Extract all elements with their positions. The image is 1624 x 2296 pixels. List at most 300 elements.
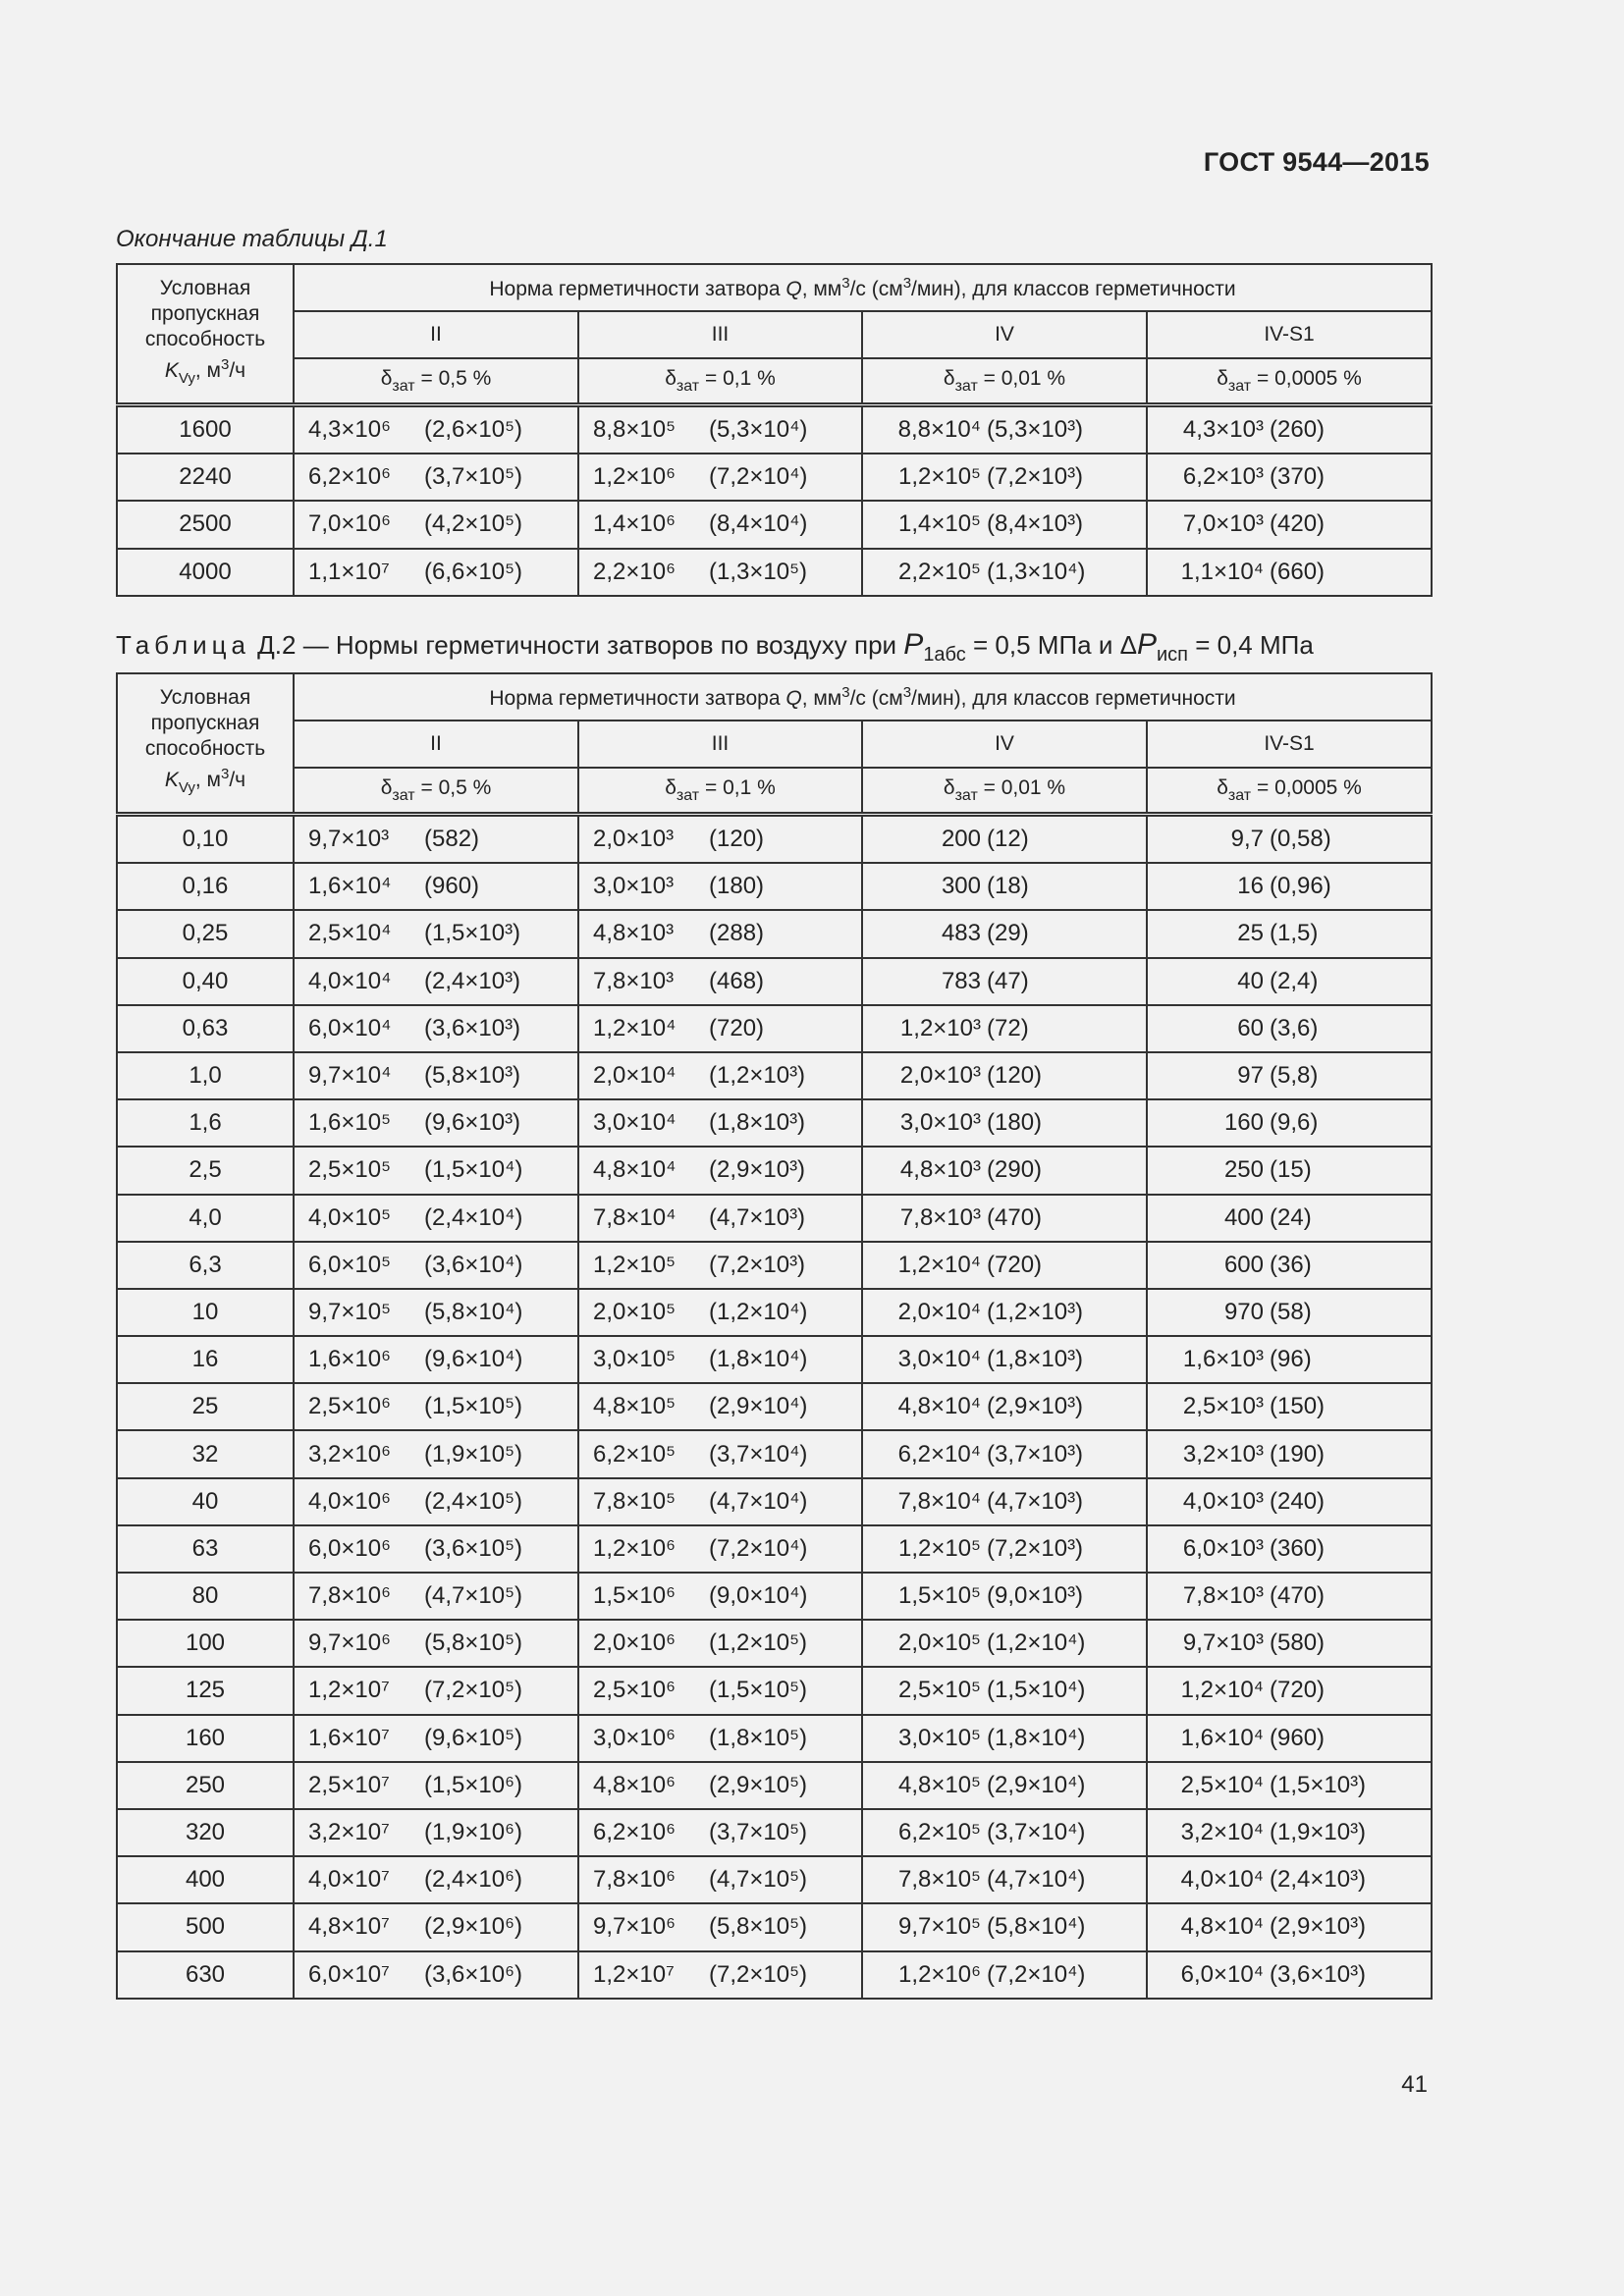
stub-header-unit: $K_{Vy}$, $м^3/ч$ [164,356,246,387]
table-row [117,405,1432,454]
leakage-value-mm3s: 1,2×10⁴ [1180,1677,1264,1704]
leakage-value-mm3s: 160 [1223,1109,1264,1137]
leakage-value-cm3min: (1,5×10⁴) [424,1156,523,1184]
leakage-cell [578,1195,862,1242]
leakage-value-mm3s: 6,2×10⁵ [593,1440,677,1468]
leakage-value-mm3s: 3,0×10⁴ [593,1109,677,1137]
leakage-value-mm3s: 1,6×10⁴ [1180,1724,1264,1751]
leakage-value-cm3min: (1,3×10⁴) [987,558,1086,585]
leakage-value-cm3min: (4,2×10⁵) [424,510,523,538]
leakage-value-cm3min: (4,7×10⁴) [709,1487,808,1515]
table-row [117,1289,1432,1336]
leakage-value-mm3s: 7,8×10³ [1182,1582,1264,1610]
leakage-value-mm3s: 4,8×10⁴ [1180,1913,1264,1941]
leakage-cell [862,1951,1147,1999]
delta-header: $\delta_{зат} = 0,01$ % [862,358,1147,405]
leakage-cell [1147,1147,1432,1194]
leakage-cell [578,501,862,548]
leakage-value-mm3s: 4,8×10⁴ [897,1393,981,1420]
stub-header-line: Условная [159,277,251,299]
leakage-cell [294,1336,578,1383]
leakage-value-cm3min: (9,0×10⁴) [709,1582,808,1610]
delta-header: $\delta_{зат} = 0,5$ % [294,768,578,815]
leakage-value-cm3min: (7,2×10⁴) [987,1960,1086,1988]
leakage-value-cm3min: (470) [1270,1582,1326,1610]
table-row [117,1147,1432,1194]
table-row [117,1242,1432,1289]
leakage-cell [862,1715,1147,1762]
leakage-value-cm3min: (1,9×10³) [1270,1819,1367,1846]
stub-header-line: Условная [159,686,251,709]
leakage-value-mm3s: 2,5×10³ [1182,1393,1264,1420]
leakage-table-d2 [116,672,1433,2000]
leakage-value-cm3min: (1,3×10⁵) [709,558,808,585]
capacity-cell: 100 [117,1620,294,1667]
leakage-value-cm3min: (0,58) [1270,826,1331,853]
delta-header: $\delta_{зат} = 0,0005$ % [1147,768,1432,815]
leakage-value-mm3s: 9,7 [1230,826,1264,853]
table1-caption: Окончание таблицы Д.1 [116,226,388,252]
leakage-value-mm3s: 1,1×10⁴ [1180,558,1264,585]
table-row [117,815,1432,864]
leakage-cell [294,501,578,548]
leakage-value-mm3s: 4,8×10⁵ [593,1393,677,1420]
leakage-cell [862,454,1147,501]
leakage-value-mm3s: 1,4×10⁶ [593,510,676,538]
leakage-cell [862,1478,1147,1525]
leakage-cell [862,1525,1147,1573]
leakage-cell [294,863,578,910]
leakage-value-mm3s: 7,8×10³ [593,967,675,994]
leakage-value-mm3s: 3,0×10⁵ [593,1346,677,1373]
leakage-value-mm3s: 4,8×10³ [593,920,675,947]
leakage-value-cm3min: (1,5×10⁵) [709,1677,808,1704]
leakage-value-cm3min: (1,5×10⁶) [424,1771,522,1798]
leakage-value-cm3min: (2,4×10⁴) [424,1203,523,1231]
leakage-value-mm3s: 1,6×10⁵ [308,1109,392,1137]
leakage-value-mm3s: 1,6×10⁴ [308,873,392,900]
leakage-cell [1147,1478,1432,1525]
leakage-cell [862,1809,1147,1856]
leakage-cell [1147,1336,1432,1383]
leakage-value-mm3s: 16 [1237,873,1264,900]
leakage-value-cm3min: (7,2×10³) [987,1534,1084,1562]
leakage-cell [1147,1951,1432,1999]
leakage-cell [1147,1620,1432,1667]
leakage-value-cm3min: (1,5) [1270,920,1319,947]
leakage-value-cm3min: (3,7×10³) [987,1440,1084,1468]
leakage-value-cm3min: (1,2×10⁴) [709,1298,808,1325]
table-row [117,1336,1432,1383]
leakage-value-cm3min: (3,7×10⁵) [709,1819,808,1846]
leakage-value-cm3min: (288) [709,920,765,947]
leakage-value-cm3min: (4,7×10³) [709,1203,806,1231]
leakage-value-cm3min: (1,8×10³) [709,1109,806,1137]
table-row [117,1573,1432,1620]
leakage-cell [862,1667,1147,1714]
leakage-value-mm3s: 3,2×10⁷ [308,1819,390,1846]
leakage-value-mm3s: 4,0×10³ [1182,1487,1264,1515]
table-row [117,1099,1432,1147]
leakage-value-cm3min: (468) [709,967,765,994]
leakage-cell [578,1430,862,1477]
leakage-cell [1147,501,1432,548]
leakage-value-cm3min: (12) [987,826,1029,853]
leakage-value-cm3min: (2,4) [1270,967,1319,994]
capacity-cell: 1,0 [117,1052,294,1099]
leakage-cell [294,958,578,1005]
leakage-value-cm3min: (4,7×10³) [987,1487,1084,1515]
leakage-value-cm3min: (582) [424,826,480,853]
capacity-cell: 4000 [117,549,294,596]
leakage-value-mm3s: 6,0×10⁴ [1180,1960,1264,1988]
leakage-cell [578,1478,862,1525]
table-row [117,958,1432,1005]
leakage-cell [862,1005,1147,1052]
leakage-value-mm3s: 783 [941,967,981,994]
document-code: ГОСТ 9544—2015 [1203,147,1430,177]
leakage-cell [1147,1005,1432,1052]
delta-header: $\delta_{зат} = 0,5$ % [294,358,578,405]
table-row [117,910,1432,957]
leakage-value-cm3min: (2,4×10³) [1270,1866,1367,1894]
leakage-cell [1147,1667,1432,1714]
table2-caption: Таблица Д.2 — Нормы герметичности затворов по воздуху при $P_{1абс} = 0,5$ МПа и $\Delta P_{исп} = 0,4$ МПа [116,628,1314,666]
leakage-value-cm3min: (180) [987,1109,1043,1137]
leakage-value-mm3s: 1,2×10⁷ [308,1677,390,1704]
leakage-cell [578,1383,862,1430]
class-header: II [294,311,578,358]
leakage-value-cm3min: (58) [1270,1298,1312,1325]
leakage-value-cm3min: (8,4×10⁴) [709,510,808,538]
leakage-value-cm3min: (7,2×10⁵) [424,1677,523,1704]
leakage-value-mm3s: 2,0×10⁴ [593,1062,677,1090]
leakage-value-cm3min: (2,4×10⁵) [424,1487,523,1515]
leakage-value-cm3min: (260) [1270,416,1326,444]
leakage-value-cm3min: (5,8×10⁵) [709,1913,808,1941]
leakage-value-mm3s: 7,0×10⁶ [308,510,391,538]
leakage-value-mm3s: 4,0×10⁶ [308,1487,391,1515]
leakage-value-mm3s: 9,7×10⁵ [897,1913,981,1941]
leakage-value-mm3s: 1,2×10⁷ [593,1960,675,1988]
capacity-cell: 2500 [117,501,294,548]
leakage-value-mm3s: 6,0×10⁵ [308,1251,392,1278]
leakage-cell [1147,1903,1432,1950]
leakage-value-mm3s: 300 [941,873,981,900]
delta-header: $\delta_{зат} = 0,1$ % [578,358,862,405]
leakage-value-mm3s: 2,0×10⁴ [897,1298,981,1325]
leakage-cell [1147,1430,1432,1477]
leakage-value-cm3min: (150) [1270,1393,1326,1420]
leakage-cell [862,1336,1147,1383]
table-row [117,1762,1432,1809]
leakage-value-cm3min: (1,9×10⁶) [424,1819,522,1846]
leakage-cell [862,815,1147,864]
leakage-value-mm3s: 6,0×10³ [1182,1534,1264,1562]
leakage-cell [1147,1289,1432,1336]
leakage-value-cm3min: (180) [709,873,765,900]
leakage-value-mm3s: 1,2×10⁵ [897,463,981,491]
leakage-cell [578,1052,862,1099]
class-header: III [578,311,862,358]
leakage-value-mm3s: 25 [1237,920,1264,947]
capacity-cell: 400 [117,1856,294,1903]
leakage-value-mm3s: 3,2×10⁴ [1180,1819,1264,1846]
leakage-cell [862,863,1147,910]
leakage-value-mm3s: 4,8×10⁶ [593,1771,676,1798]
leakage-value-cm3min: (240) [1270,1487,1326,1515]
leakage-value-mm3s: 7,8×10⁵ [897,1866,981,1894]
leakage-cell [1147,1383,1432,1430]
leakage-value-mm3s: 2,2×10⁶ [593,558,676,585]
leakage-value-cm3min: (2,9×10³) [987,1393,1084,1420]
leakage-value-mm3s: 1,2×10⁵ [897,1534,981,1562]
leakage-value-mm3s: 1,2×10⁶ [593,1534,676,1562]
leakage-cell [294,910,578,957]
leakage-value-mm3s: 6,0×10⁴ [308,1014,392,1041]
leakage-value-cm3min: (9,6×10³) [424,1109,521,1137]
leakage-cell [294,1052,578,1099]
leakage-value-cm3min: (4,7×10⁵) [709,1866,808,1894]
leakage-cell [862,1903,1147,1950]
leakage-value-mm3s: 2,5×10⁵ [897,1677,981,1704]
leakage-value-mm3s: 9,7×10³ [1182,1629,1264,1657]
leakage-value-mm3s: 4,8×10³ [899,1156,981,1184]
stub-header-line: способность [144,737,266,760]
stub-header-line: пропускная [150,302,260,325]
leakage-value-cm3min: (960) [1270,1724,1326,1751]
leakage-value-cm3min: (5,3×10³) [987,416,1084,444]
leakage-value-cm3min: (1,5×10³) [424,920,521,947]
table-row [117,1903,1432,1950]
capacity-cell: 125 [117,1667,294,1714]
leakage-cell [294,1195,578,1242]
leakage-cell [1147,1195,1432,1242]
leakage-cell [1147,1242,1432,1289]
norm-header: Норма герметичности затвора Q, $мм^3/с$ $(см^3/мин)$, для классов герметичности [294,264,1432,311]
leakage-value-mm3s: 1,4×10⁵ [897,510,981,538]
leakage-value-mm3s: 600 [1223,1251,1264,1278]
leakage-value-mm3s: 3,0×10³ [899,1109,981,1137]
leakage-value-mm3s: 6,0×10⁷ [308,1960,390,1988]
leakage-table-d1-end [116,263,1433,597]
leakage-value-mm3s: 7,8×10⁴ [897,1487,981,1515]
leakage-cell [862,1573,1147,1620]
leakage-value-cm3min: (7,2×10⁴) [709,1534,808,1562]
leakage-value-mm3s: 8,8×10⁴ [897,416,981,444]
leakage-value-mm3s: 2,5×10⁵ [308,1156,392,1184]
leakage-value-cm3min: (2,9×10⁴) [709,1393,808,1420]
capacity-cell: 0,25 [117,910,294,957]
leakage-value-cm3min: (2,6×10⁵) [424,416,523,444]
leakage-value-mm3s: 2,5×10⁶ [308,1393,391,1420]
leakage-cell [578,1856,862,1903]
stub-header-line: пропускная [150,712,260,734]
leakage-value-mm3s: 4,0×10⁷ [308,1866,390,1894]
norm-header: Норма герметичности затвора Q, $мм^3/с$ $(см^3/мин)$, для классов герметичности [294,673,1432,721]
leakage-value-cm3min: (1,5×10³) [1270,1771,1367,1798]
leakage-cell [862,1856,1147,1903]
leakage-value-cm3min: (960) [424,873,480,900]
delta-header: $\delta_{зат} = 0,0005$ % [1147,358,1432,405]
leakage-cell [578,1715,862,1762]
leakage-cell [578,405,862,454]
leakage-value-mm3s: 2,0×10⁵ [897,1629,981,1657]
leakage-value-mm3s: 4,8×10⁴ [593,1156,677,1184]
leakage-cell [1147,958,1432,1005]
leakage-value-mm3s: 9,7×10⁶ [308,1629,391,1657]
leakage-value-mm3s: 7,8×10⁶ [308,1582,391,1610]
leakage-cell [294,1856,578,1903]
leakage-value-cm3min: (3,7×10⁵) [424,463,523,491]
capacity-cell: 16 [117,1336,294,1383]
table-row [117,1525,1432,1573]
leakage-cell [1147,910,1432,957]
class-header: IV-S1 [1147,311,1432,358]
leakage-cell [1147,863,1432,910]
leakage-value-cm3min: (7,2×10³) [987,463,1084,491]
capacity-cell: 320 [117,1809,294,1856]
leakage-value-cm3min: (9,6×10⁵) [424,1724,523,1751]
leakage-value-cm3min: (15) [1270,1156,1312,1184]
leakage-value-mm3s: 6,2×10⁵ [897,1819,981,1846]
leakage-value-mm3s: 1,2×10⁶ [898,1960,981,1988]
leakage-cell [1147,549,1432,596]
capacity-cell: 40 [117,1478,294,1525]
leakage-value-mm3s: 1,6×10⁶ [308,1346,391,1373]
leakage-cell [578,1289,862,1336]
leakage-value-cm3min: (470) [987,1203,1043,1231]
leakage-value-cm3min: (9,6×10⁴) [424,1346,523,1373]
leakage-cell [294,1383,578,1430]
leakage-value-mm3s: 4,0×10⁴ [1180,1866,1264,1894]
leakage-cell [862,1430,1147,1477]
leakage-value-cm3min: (360) [1270,1534,1326,1562]
capacity-cell: 0,63 [117,1005,294,1052]
stub-header [117,673,294,815]
leakage-cell [862,958,1147,1005]
leakage-value-cm3min: (1,2×10³) [709,1062,806,1090]
leakage-value-mm3s: 200 [941,826,981,853]
leakage-value-cm3min: (660) [1270,558,1326,585]
table-row [117,1715,1432,1762]
capacity-cell: 2,5 [117,1147,294,1194]
leakage-cell [578,1099,862,1147]
leakage-cell [294,1620,578,1667]
leakage-value-mm3s: 2,5×10⁴ [308,920,392,947]
leakage-value-cm3min: (9,0×10³) [987,1582,1084,1610]
leakage-cell [294,1667,578,1714]
capacity-cell: 0,16 [117,863,294,910]
leakage-value-cm3min: (72) [987,1014,1029,1041]
leakage-cell [578,1667,862,1714]
page-number: 41 [1401,2071,1428,2098]
leakage-value-mm3s: 483 [941,920,981,947]
leakage-cell [578,1525,862,1573]
leakage-value-cm3min: (2,4×10⁶) [424,1866,522,1894]
leakage-value-mm3s: 1,2×10⁴ [593,1014,677,1041]
leakage-value-cm3min: (1,8×10⁴) [709,1346,808,1373]
leakage-value-mm3s: 2,5×10⁴ [1180,1771,1264,1798]
capacity-cell: 0,40 [117,958,294,1005]
leakage-cell [578,1147,862,1194]
leakage-cell [1147,1573,1432,1620]
leakage-value-cm3min: (2,9×10³) [709,1156,806,1184]
leakage-cell [862,1383,1147,1430]
leakage-value-mm3s: 7,8×10⁶ [593,1866,676,1894]
leakage-cell [578,1005,862,1052]
leakage-value-mm3s: 1,2×10⁴ [897,1251,981,1278]
leakage-cell [862,1195,1147,1242]
leakage-cell [578,1336,862,1383]
capacity-cell: 10 [117,1289,294,1336]
leakage-value-mm3s: 3,0×10⁴ [897,1346,981,1373]
leakage-cell [294,1242,578,1289]
leakage-cell [862,1242,1147,1289]
stub-header-line: способность [144,328,266,350]
capacity-cell: 80 [117,1573,294,1620]
leakage-value-cm3min: (5,8×10⁴) [987,1913,1086,1941]
leakage-value-mm3s: 970 [1223,1298,1264,1325]
leakage-value-mm3s: 9,7×10⁵ [308,1298,392,1325]
leakage-value-mm3s: 4,3×10³ [1182,416,1264,444]
capacity-cell: 1,6 [117,1099,294,1147]
stub-header-unit: $K_{Vy}$, $м^3/ч$ [164,766,246,796]
leakage-cell [1147,815,1432,864]
leakage-value-mm3s: 1,6×10⁷ [308,1724,390,1751]
leakage-cell [862,1147,1147,1194]
leakage-cell [862,405,1147,454]
leakage-value-mm3s: 7,8×10⁴ [593,1203,677,1231]
leakage-cell [578,1809,862,1856]
leakage-value-mm3s: 2,2×10⁵ [897,558,981,585]
leakage-cell [1147,1809,1432,1856]
leakage-value-cm3min: (1,8×10³) [987,1346,1084,1373]
table-row [117,454,1432,501]
leakage-value-mm3s: 6,2×10³ [1182,463,1264,491]
leakage-value-cm3min: (2,9×10⁶) [424,1913,522,1941]
leakage-cell [862,1289,1147,1336]
leakage-cell [1147,405,1432,454]
leakage-value-cm3min: (3,6×10³) [1270,1960,1367,1988]
leakage-value-cm3min: (1,5×10⁵) [424,1393,523,1420]
leakage-value-cm3min: (3,6×10⁵) [424,1534,523,1562]
table-row [117,1005,1432,1052]
leakage-value-mm3s: 2,0×10⁶ [593,1629,676,1657]
leakage-value-mm3s: 1,2×10⁶ [593,463,676,491]
leakage-value-mm3s: 3,2×10³ [1182,1440,1264,1468]
leakage-value-cm3min: (3,6×10⁴) [424,1251,523,1278]
leakage-cell [294,1762,578,1809]
leakage-value-mm3s: 3,0×10⁵ [897,1724,981,1751]
table-row [117,1809,1432,1856]
leakage-cell [294,1951,578,1999]
leakage-value-mm3s: 400 [1223,1203,1264,1231]
leakage-cell [578,1951,862,1999]
table-row [117,1195,1432,1242]
leakage-value-mm3s: 97 [1237,1062,1264,1090]
leakage-value-mm3s: 4,0×10⁴ [308,967,392,994]
leakage-cell [294,1715,578,1762]
leakage-value-cm3min: (96) [1270,1346,1312,1373]
stub-header [117,264,294,405]
leakage-value-mm3s: 6,2×10⁶ [593,1819,676,1846]
leakage-value-cm3min: (2,9×10⁵) [709,1771,808,1798]
leakage-cell [862,910,1147,957]
leakage-value-mm3s: 3,2×10⁶ [308,1440,391,1468]
leakage-value-cm3min: (5,8×10⁴) [424,1298,523,1325]
leakage-cell [1147,1099,1432,1147]
